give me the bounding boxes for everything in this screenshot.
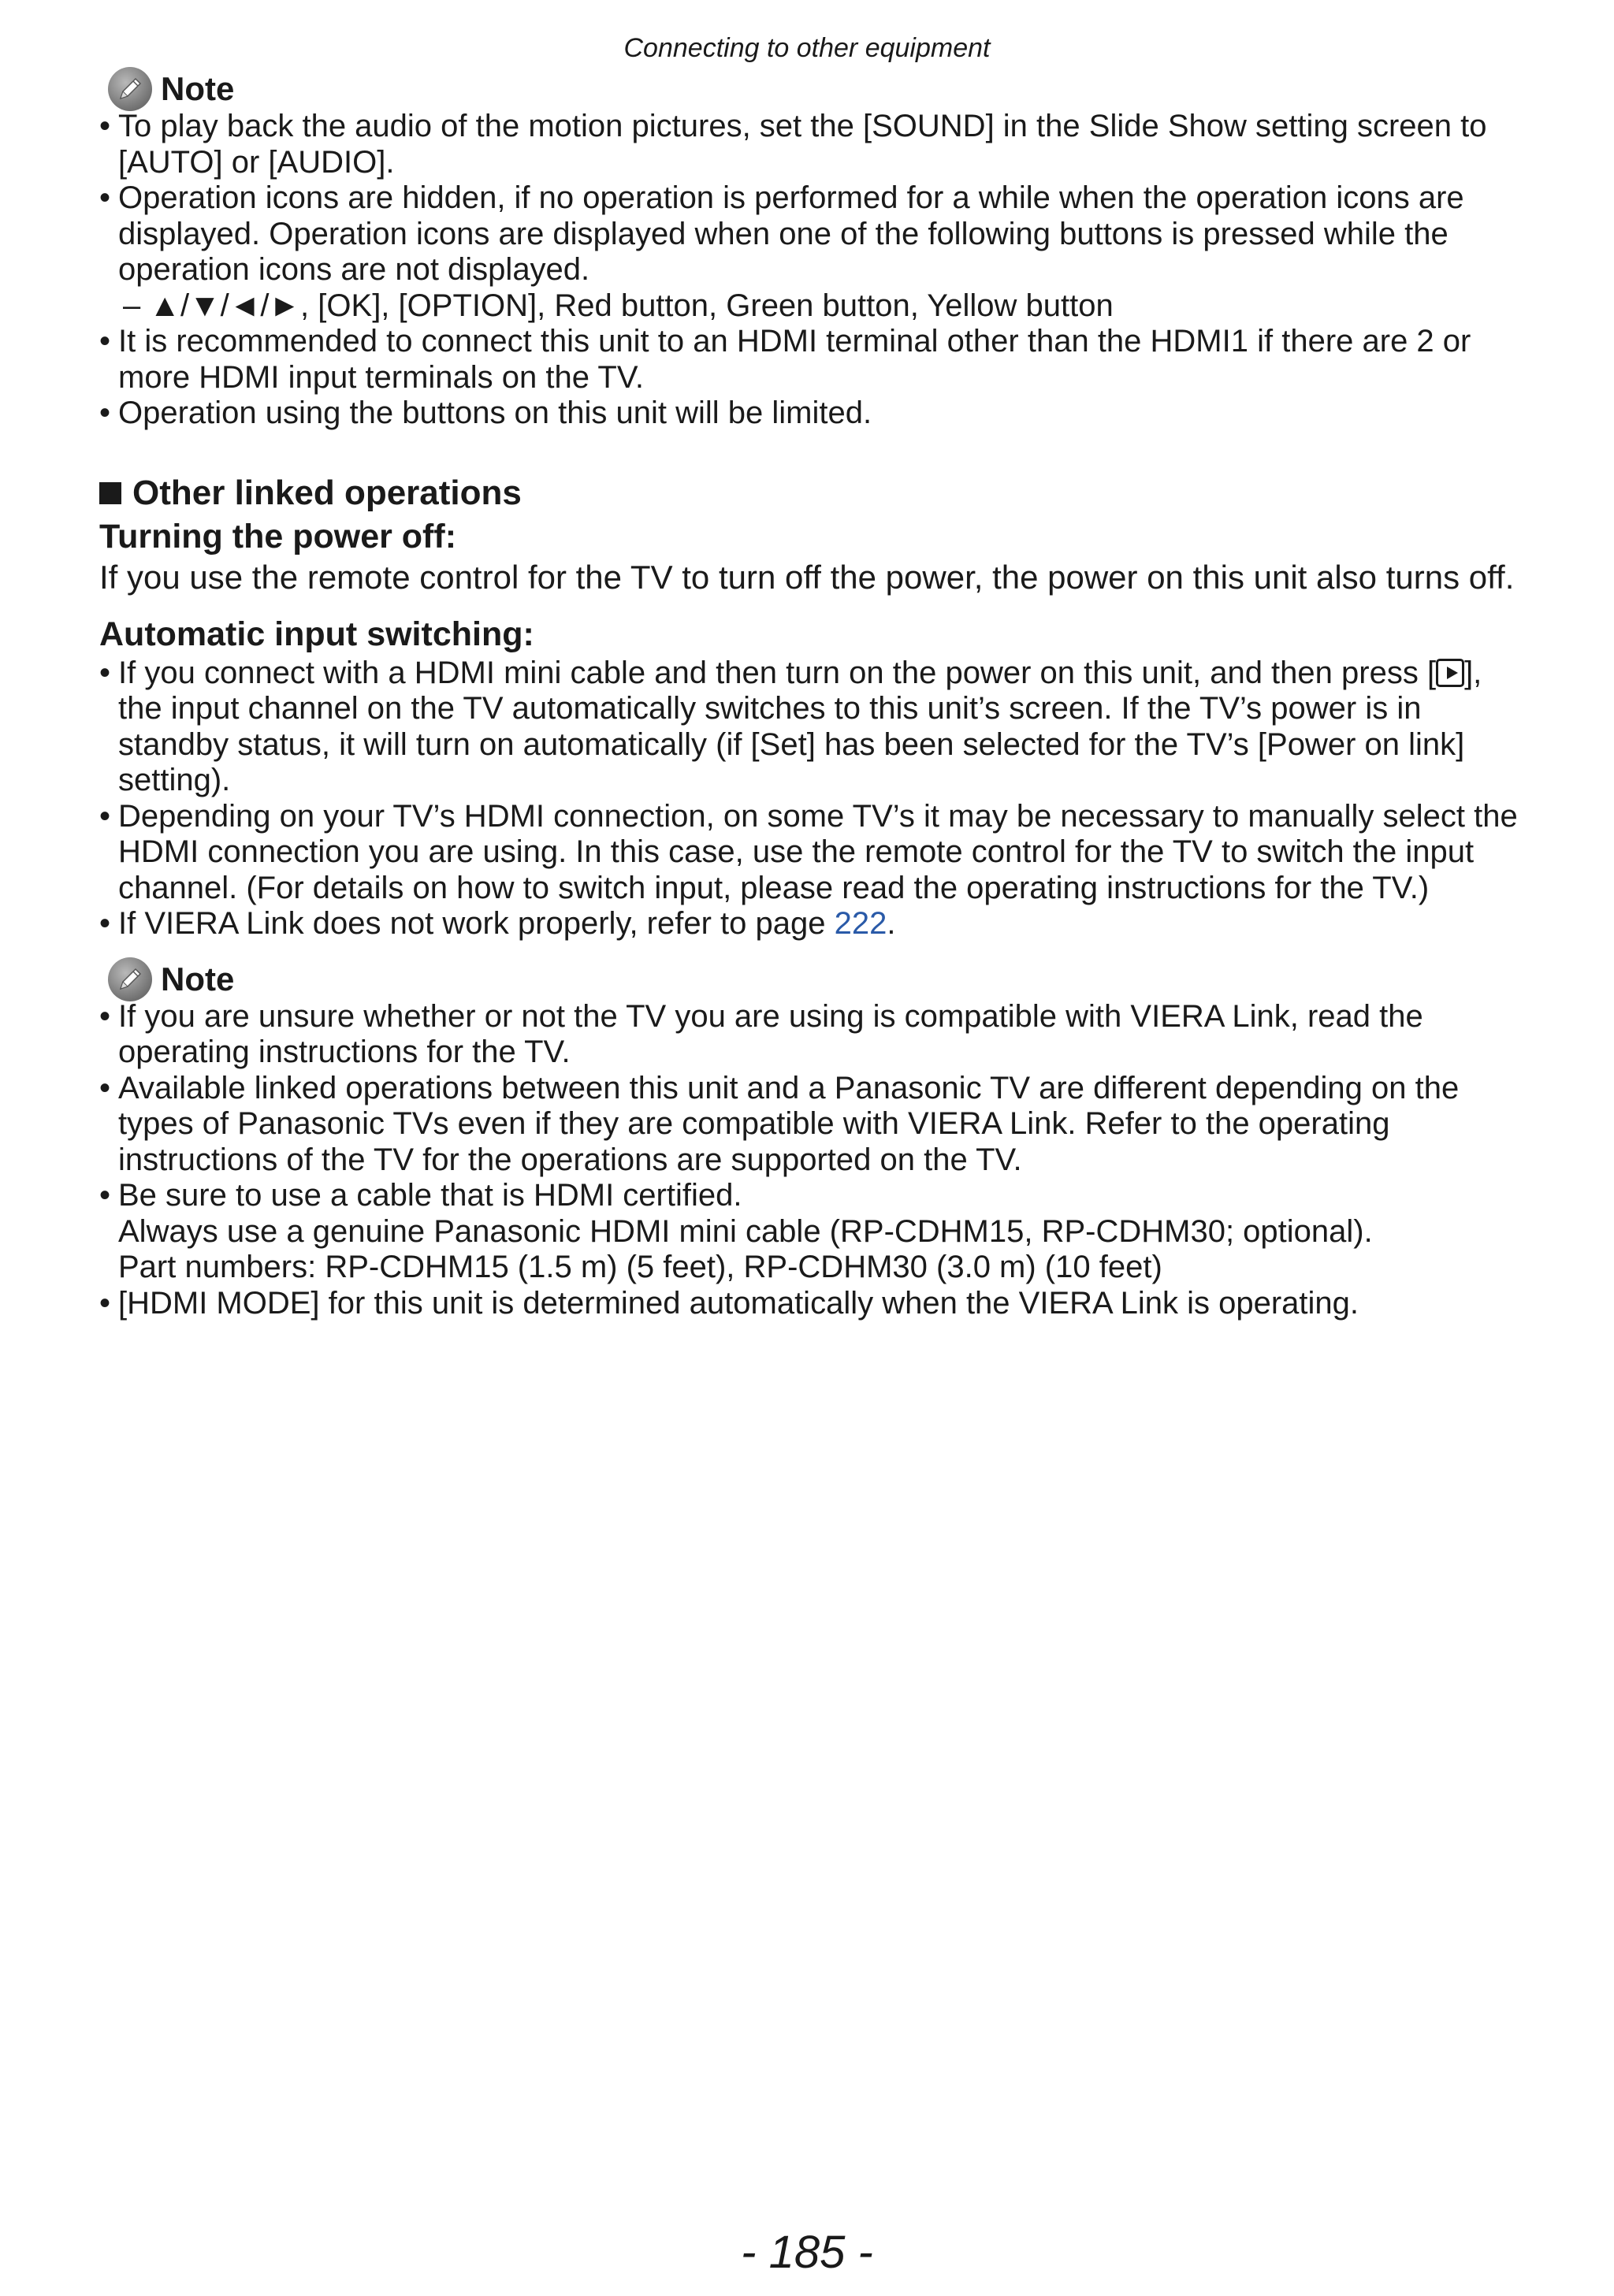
square-bullet-icon — [99, 482, 121, 504]
subheading-auto-input: Automatic input switching: — [99, 615, 534, 653]
section-title-label: Other linked operations — [132, 473, 522, 512]
auto-input-item — [99, 656, 1518, 799]
note-item-text: Operation icons are hidden, if no operation is performed for a while when the operation icons are displayed. Operation icons are displayed when one of the following buttons is pressed while the operation icons are not displayed. — [118, 180, 1464, 287]
note-item-text: Be sure to use a cable that is HDMI certified. — [118, 1178, 742, 1213]
note-heading — [99, 957, 1518, 1002]
note-list — [99, 109, 1518, 432]
auto-input-item-text: If VIERA Link does not work properly, refer to page — [118, 906, 835, 941]
page-header: Connecting to other equipment — [623, 33, 991, 63]
note-list — [99, 999, 1518, 1322]
note-item: • Available linked operations between this unit and a Panasonic TV are different depending on the types of Panasonic TVs even if they are compatible with VIERA Link. Refer to the operating instructions of the TV for the operations are supported on the TV. — [99, 1071, 1518, 1179]
auto-input-list — [99, 656, 1518, 942]
note-heading — [99, 66, 1518, 112]
note-heading-label: Note — [161, 70, 235, 107]
note-item: • If you are unsure whether or not the TV you are using is compatible with VIERA Link, read the operating instructions for the TV. — [99, 999, 1518, 1071]
pencil-note-icon — [107, 66, 153, 112]
note-heading-label: Note — [161, 960, 235, 998]
note-item — [99, 1178, 1518, 1286]
auto-input-item-text: If you connect with a HDMI mini cable and then turn on the power on this unit, and then press [ — [118, 655, 1437, 690]
subheading-power-off: Turning the power off: — [99, 517, 457, 555]
note-item-text: Part numbers: RP-CDHM15 (1.5 m) (5 feet), RP-CDHM30 (3.0 m) (10 feet) — [118, 1250, 1162, 1284]
power-off-text: If you use the remote control for the TV to turn off the power, the power on this unit also turns off. — [99, 558, 1515, 596]
page-content — [99, 0, 1518, 1321]
note-item: • [HDMI MODE] for this unit is determined automatically when the VIERA Link is operating. — [99, 1286, 1518, 1322]
section-title — [99, 471, 1518, 515]
note-item: • It is recommended to connect this unit to an HDMI terminal other than the HDMI1 if there are 2 or more HDMI input terminals on the TV. — [99, 324, 1518, 396]
note-item — [99, 180, 1518, 324]
auto-input-item-text: . — [887, 906, 896, 941]
page-number: - 185 - — [741, 2227, 873, 2278]
auto-input-item — [99, 906, 1518, 942]
buttons-line: – ▲/▼/◄/►, [OK], [OPTION], Red button, Green button, Yellow button — [123, 288, 1114, 323]
note-item: • To play back the audio of the motion pictures, set the [SOUND] in the Slide Show setting screen to [AUTO] or [AUDIO]. — [99, 109, 1518, 180]
auto-input-item: • Depending on your TV’s HDMI connection, on some TV’s it may be necessary to manually select the HDMI connection you are using. In this case, use the remote control for the TV to switch the input channel. (For details on how to switch input, please read the operating instructions for the TV.) — [99, 799, 1518, 907]
note-item: • Operation using the buttons on this unit will be limited. — [99, 396, 1518, 432]
auto-input-item-text: ], the input channel on the TV automatically switches to this unit’s screen. If the TV’s power is in standby status, it will turn on automatically (if [Set] has been selected for the TV’s [Power on link] setting). — [118, 655, 1482, 797]
play-button-icon — [1436, 659, 1464, 687]
page-link[interactable]: 222 — [834, 906, 887, 941]
pencil-note-icon — [107, 957, 153, 1002]
note-item-text: Always use a genuine Panasonic HDMI mini cable (RP-CDHM15, RP-CDHM30; optional). — [118, 1213, 1373, 1249]
